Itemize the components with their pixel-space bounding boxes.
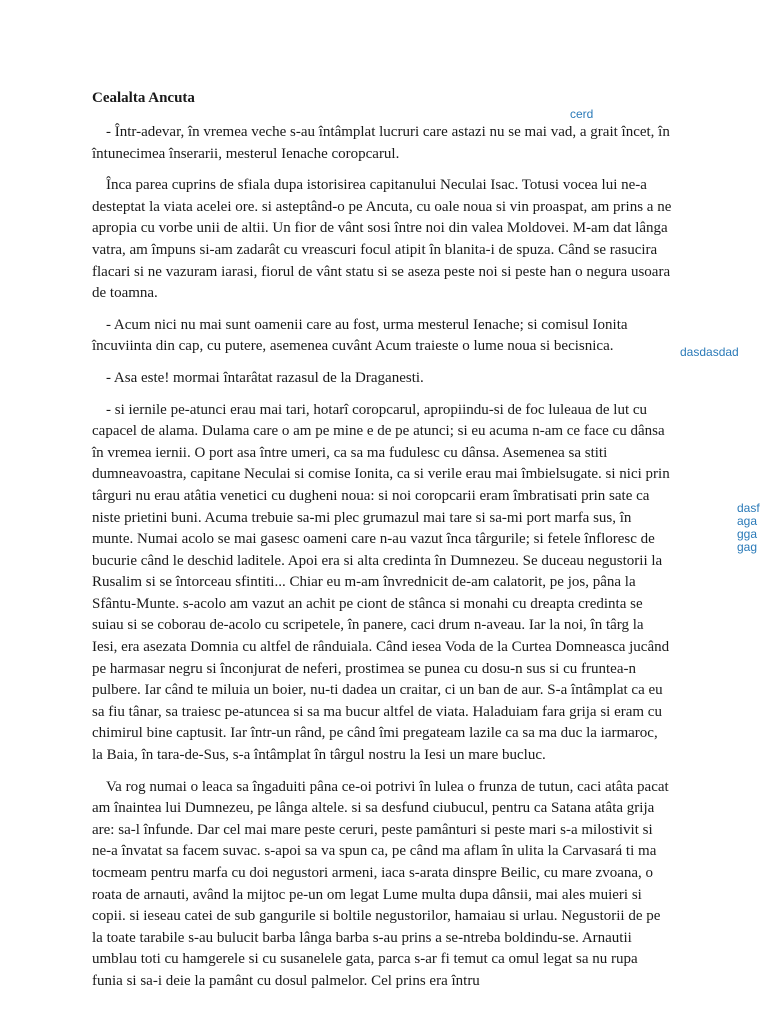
paragraph: - si iernile pe-atunci erau mai tari, hotarî coropcarul, apropiindu-si de foc luleaua de lut cu capacel de alama. Dulama care o am pe mine e de pe atunci; si eu acuma n-am ce face cu dânsa în vremea iernii. O port asa între umeri, ca sa ma fudulesc cu dânsa. Asemenea sa stiti dumneavoastra, capitane Neculai si comise Ionita, ca si verile erau mai îmbielsugate. si nici prin târguri nu erau atâtia venetici cu dugheni noua: si noi coropcarii eram îmbratisati prin sate ca niste prietini buni. Acuma trebuie sa-mi plec grumazul mai tare si sa-mi port marfa sus, în munte. Numai acolo se mai gasesc oameni care n-au vazut înca târgurile; si fetele înfloresc de bucurie când le deschid laditele. Apoi era si alta credinta în Dumnezeu. Se duceau negustorii la Rusalim si se întorceau sfintiti... Chiar eu m-am învrednicit de-am calatorit, pe jos, pâna la Sfântu-Munte. s-acolo am vazut an achit pe ciont de stânca si monahi cu dreapta credinta se suiau si se coborau de-acolo cu scripetele, în panere, caci drum n-aveau. Iar la noi, în târg la Iesi, era asezata Domnia cu altfel de rânduiala. Când iesea Voda de la Curtea Domneasca jucând pe harmasar negru si înconjurat de neferi, prostimea se punea cu dosu-n sus si cu fruntea-n pulbere. Iar când te miluia un boier, nu-ti dadea un craitar, ci un ban de aur. S-a întâmplat ca eu sa fiu tânar, sa traiesc pe-atuncea si sa ma bucur altfel de viata. Haladuiam fara grija si eram cu chimirul bine captusit. Iar într-un rând, pe când îmi pregateam lazile ca sa ma duc la iarmaroc, la Baia, în tara-de-Sus, s-a întâmplat în târgul nostru la Iesi un mare bucluc.	[92, 401, 670, 764]
document-title: Cealalta Ancuta	[92, 90, 195, 106]
paragraph: Va rog numai o leaca sa îngaduiti pâna ce-oi potrivi în lulea o frunza de tutun, caci atâta pacat am înaintea lui Dumnezeu, pe lânga altele. si sa desfund ciubucul, pentru ca Satana atâta grija are: sa-l înfunde. Dar cel mai mare peste ceruri, peste pamânturi si peste mari s-a milostivit si ne-a învatat sa facem suvac. s-apoi sa va spun ca, pe când ma aflam în ulita la Carvasará ti ma tocmeam pentru marfa cu doi negustori armeni, iaca s-arata dinspre Beilic, cu mare zvoana, o roata de arnauti, având la mijtoc pe-un om legat Lume multa dupa dânsii, mai ales muieri si copii. si ieseau catei de sub gangurile si boltile negustorilor, hamaiau si urlau. Negustorii de pe la toate tarabile s-au bulucit barba lânga barba s-au prins a se-ntreba boldindu-se. Arnautii umblau toti cu hamgerele si cu susanelele gata, parca s-ar fi temut ca omul legat sa nu rupa funia si sa-i deie la pamânt cu dosul palmelor. Cel prins era întru	[92, 778, 669, 989]
paragraph: - Acum nici nu mai sunt oamenii care au fost, urma mesterul Ienache; si comisul Ionita încuviinta din cap, cu putere, asemenea cuvânt Acum traieste o lume noua si becisnica.	[92, 316, 628, 355]
annotation-note: cerd	[570, 107, 594, 121]
annotation-note: dasdasdad	[680, 345, 739, 359]
paragraph: - Asa este! mormai întarâtat razasul de la Draganesti.	[106, 369, 424, 386]
document-body	[92, 88, 672, 1003]
paragraph: Înca parea cuprins de sfiala dupa istorisirea capitanului Neculai Isac. Totusi vocea lui ne-a desteptat la viata acelei ore. si asteptând-o pe Ancuta, cu oale noua si vin proaspat, am prins a ne apropia cu vorbe unii de altii. Un fior de vânt sosi între noi din valea Moldovei. M-am dat lânga vatra, am împuns si-am zadarât cu vreascuri focul atipit în blanita-i de spuza. Când se rasucira flacari si ne vazuram iarasi, fiorul de vânt statu si se aseza peste noi si peste han o negura usoara de toamna.	[92, 177, 672, 302]
paragraph: - Într-adevar, în vremea veche s-au întâmplat lucruri care astazi nu se mai vad, a grait încet, în întunecimea înserarii, mesterul Ienache coropcarul.	[92, 124, 670, 162]
annotation-note: dasfagaggagag	[737, 501, 760, 554]
